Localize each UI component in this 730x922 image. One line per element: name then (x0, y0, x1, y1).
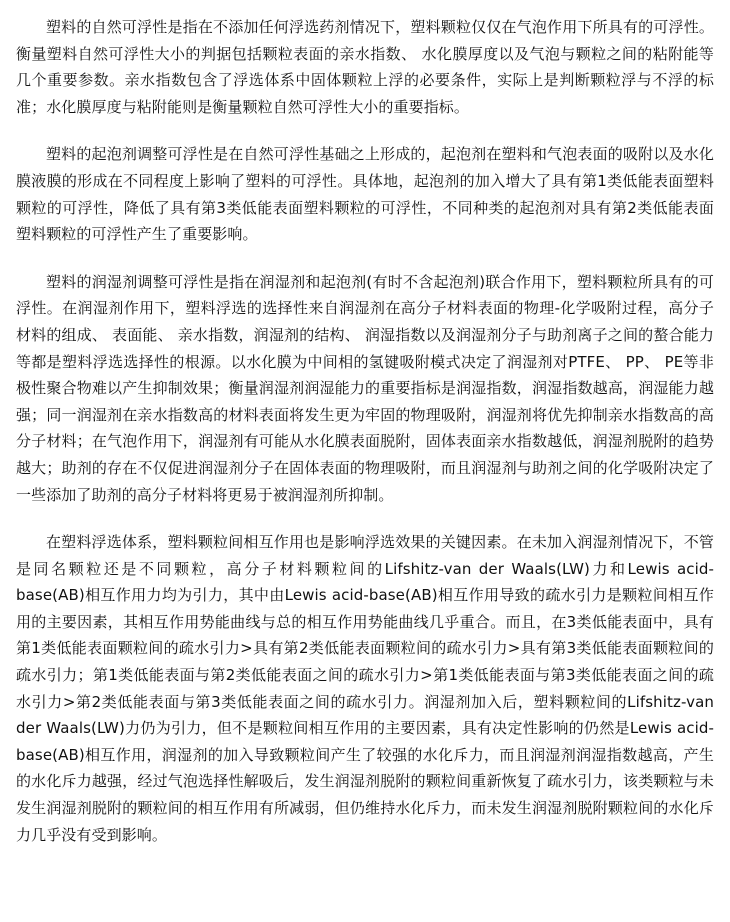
paragraph-natural-floatability: 塑料的自然可浮性是指在不添加任何浮选药剂情况下，塑料颗粒仅仅在气泡作用下所具有的可浮性。衡量塑料自然可浮性大小的判据包括颗粒表面的亲水指数、 水化膜厚度以及气泡与颗粒之间的粘附能等几个重要参数。亲水指数包含了浮选体系中固体颗粒上浮的必要条件，实际上是判断颗粒浮与不浮的标准；水化膜厚度与粘附能则是衡量颗粒自然可浮性大小的重要指标。 (16, 18, 714, 116)
paragraph-wetting-agent-floatability: 塑料的润湿剂调整可浮性是指在润湿剂和起泡剂(有时不含起泡剂)联合作用下，塑料颗粒所具有的可浮性。在润湿剂作用下，塑料浮选的选择性来自润湿剂在高分子材料表面的物理-化学吸附过程，高分子材料的组成、 表面能、 亲水指数，润湿剂的结构、 润湿指数以及润湿剂分子与助剂离子之间的螯合能力等都是塑料浮选选择性的根源。以水化膜为中间相的氢键吸附模式决定了润湿剂对PTFE、 PP、 PE等非极性聚合物难以产生抑制效果；衡量润湿剂润湿能力的重要指标是润湿指数，润湿指数越高，润湿能力越强；同一润湿剂在亲水指数高的材料表面将发生更为牢固的物理吸附，润湿剂将优先抑制亲水指数高的高分子材料；在气泡作用下，润湿剂有可能从水化膜表面脱附，固体表面亲水指数越低，润湿剂脱附的趋势越大；助剂的存在不仅促进润湿剂分子在固体表面的物理吸附，而且润湿剂与助剂之间的化学吸附决定了一些添加了助剂的高分子材料将更易于被润湿剂所抑制。 (16, 272, 714, 504)
paragraph-particle-interaction: 在塑料浮选体系，塑料颗粒间相互作用也是影响浮选效果的关键因素。在未加入润湿剂情况下，不管是同名颗粒还是不同颗粒，高分子材料颗粒间的Lifshitz-van der Waals(LW)力和Lewis acid-base(AB)相互作用力均为引力，其中由Lewis acid-base(AB)相互作用导致的疏水引力是颗粒间相互作用的主要因素，其相互作用势能曲线与总的相互作用势能曲线几乎重合。而且，在3类低能表面中，具有第1类低能表面颗粒间的疏水引力>具有第2类低能表面颗粒间的疏水引力>具有第3类低能表面颗粒间的疏水引力；第1类低能表面与第2类低能表面之间的疏水引力>第1类低能表面与第3类低能表面之间的疏水引力>第2类低能表面与第3类低能表面之间的疏水引力。润湿剂加入后，塑料颗粒间的Lifshitz-van der Waals(LW)力仍为引力，但不是颗粒间相互作用的主要因素，具有决定性影响的仍然是Lewis acid-base(AB)相互作用，润湿剂的加入导致颗粒间产生了较强的水化斥力，而且润湿剂润湿指数越高，产生的水化斥力越强，经过气泡选择性解吸后，发生润湿剂脱附的颗粒间重新恢复了疏水引力，该类颗粒与未发生润湿剂脱附的颗粒间的相互作用有所减弱，但仍维持水化斥力，而未发生润湿剂脱附颗粒间的水化斥力几乎没有受到影响。 (16, 533, 714, 844)
paragraph-frother-floatability: 塑料的起泡剂调整可浮性是在自然可浮性基础之上形成的，起泡剂在塑料和气泡表面的吸附以及水化膜液膜的形成在不同程度上影响了塑料的可浮性。具体地，起泡剂的加入增大了具有第1类低能表面塑料颗粒的可浮性，降低了具有第3类低能表面塑料颗粒的可浮性，不同种类的起泡剂对具有第2类低能表面塑料颗粒的可浮性产生了重要影响。 (16, 145, 714, 244)
